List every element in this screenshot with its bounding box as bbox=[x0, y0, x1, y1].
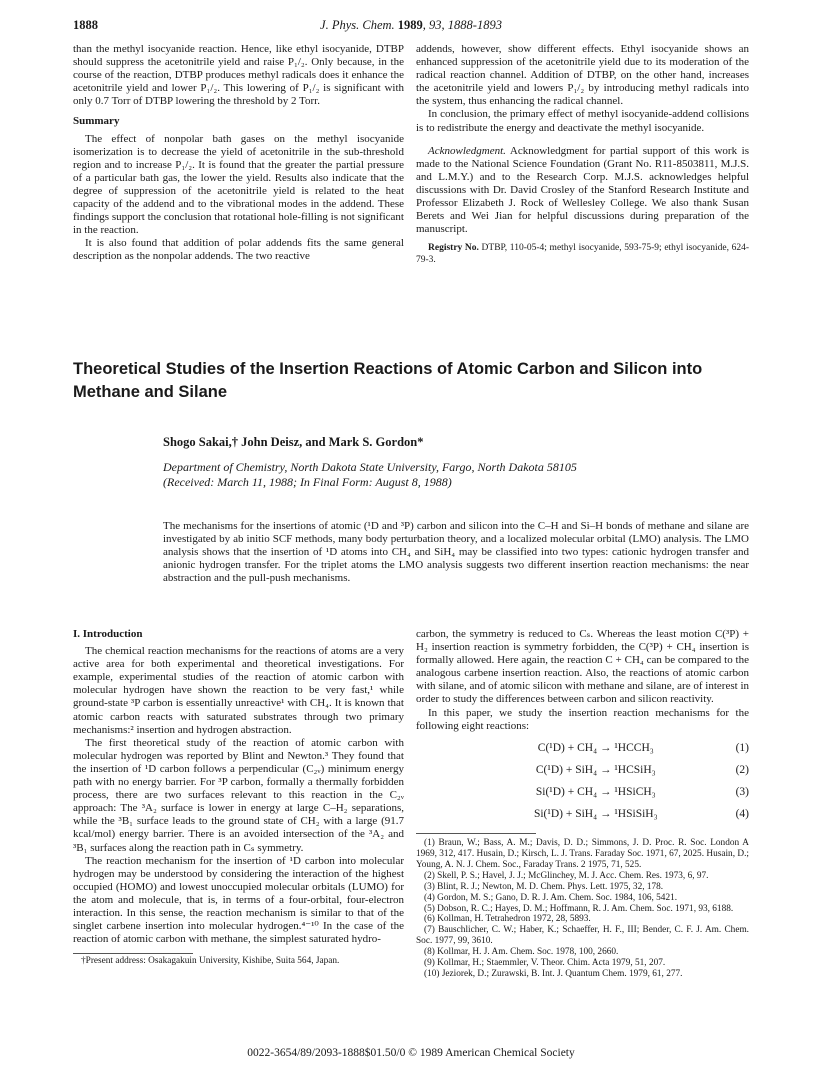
abstract: The mechanisms for the insertions of atomic (¹D and ³P) carbon and silicon into the C–H and Si–H bonds of methane and silane are investigated by ab initio SCF methods, many body perturbation theory, and a localized molecular orbital (LMO) analysis. The LMO analysis shows that the insertion of ¹D atoms into CH₄ and SiH₄ may be classified into two types: cationic hydrogen transfer and anionic hydrogen transfer. For the triplet atoms the LMO analysis suggests two different insertion reaction mechanisms: the near abstraction and the pull-push mechanisms. bbox=[163, 520, 749, 584]
equation-3 bbox=[416, 786, 749, 799]
registry-label: Registry No. bbox=[428, 243, 479, 254]
reference-item: (7) Bauschlicher, C. W.; Haber, K.; Schaeffer, H. F., III; Bender, C. F. J. Am. Chem. Soc. 1977, 99, 3610. bbox=[416, 925, 749, 947]
equation-body: C(¹D) + CH₄ → ¹HCCH₃ bbox=[537, 741, 654, 754]
reference-list bbox=[416, 838, 749, 980]
acknowledgment-label: Acknowledgment. bbox=[428, 144, 506, 157]
paragraph: In conclusion, the primary effect of methyl isocyanide-addend collisions is to redistribute the energy and deactivate the methyl isocyanide. bbox=[416, 108, 749, 134]
paragraph: addends, however, show different effects. Ethyl isocyanide shows an enhanced suppression of the acetonitrile yield due to its moderation of the radical reaction channel. Addition of DTBP, on the other hand, increases the acetonitrile yield and lowers P₁/₂ by introducing methyl radicals into the system, thus enhancing the radical channel. bbox=[416, 43, 749, 108]
equation-number: (1) bbox=[735, 741, 749, 754]
journal-citation bbox=[73, 18, 749, 33]
journal-volume-pages: , 93, 1888-1893 bbox=[422, 18, 502, 32]
article-authors: Shogo Sakai,† John Deisz, and Mark S. Gordon* bbox=[163, 435, 424, 449]
paragraph: than the methyl isocyanide reaction. Hence, like ethyl isocyanide, DTBP should suppress the acetonitrile yield and raise P₁/₂. Only because, in the course of the reaction, DTBP produces methyl radicals does it enhance the acetonitrile yield and lower P₁/₂. This lowering of P₁/₂ is significant with only 0.7 Torr of DTBP lowering the threshold by 2 Torr. bbox=[73, 43, 404, 108]
column-4-introduction bbox=[416, 628, 749, 980]
reference-item: (1) Braun, W.; Bass, A. M.; Davis, D. D.; Simmons, J. D. Proc. R. Soc. London A 1969, 312, 417. Husain, D.; Kirsch, L. J. Trans. Faraday Soc. 1971, 67, 2025. Husain, D.; Young, A. N. J. Chem. Soc., Faraday Trans. 2 1975, 71, 525. bbox=[416, 838, 749, 870]
affiliation: Department of Chemistry, North Dakota State University, Fargo, North Dakota 58105 bbox=[163, 460, 577, 474]
column-1-previous-article bbox=[73, 43, 404, 264]
equation-4 bbox=[416, 808, 749, 821]
column-2-previous-article bbox=[416, 43, 749, 266]
equation-number: (4) bbox=[735, 808, 749, 821]
equation-number: (3) bbox=[735, 785, 749, 798]
affiliation-block bbox=[163, 460, 753, 489]
article-title: Theoretical Studies of the Insertion Reactions of Atomic Carbon and Silicon into Methane and Silane bbox=[73, 360, 703, 401]
references-rule bbox=[416, 833, 536, 834]
copyright-line: 0022-3654/89/2093-1888$01.50/0 © 1989 American Chemical Society bbox=[247, 1047, 575, 1059]
paragraph: carbon, the symmetry is reduced to Cₛ. Whereas the least motion C(³P) + H₂ insertion reaction is symmetry forbidden, the C(³P) + CH₄ insertion is formally allowed. Here again, the reaction C + CH₄ can be compared to the analogous carbene insertion reaction. Also, the reactions of atomic carbon with silane, and of atomic silicon with methane and silane, are of interest in order to study the differences between carbon and silicon reactivity. bbox=[416, 628, 749, 706]
paragraph: The chemical reaction mechanisms for the reactions of atoms are a very active area for both experimental and theoretical investigations. For example, experimental studies of the reaction of atomic carbon with molecular hydrogen have shown the reaction to be very fast,¹ while ground-state ³P carbon is essentially unreactive¹ with CH₄. It is known that atomic carbon reacts with saturated substrates through two primary mechanisms:² insertion and hydrogen abstraction. bbox=[73, 645, 404, 736]
page-number: 1888 bbox=[73, 18, 98, 32]
acknowledgment-text: Acknowledgment for partial support of this work is made to the National Science Foundation (Grant No. R11-8503811, M.J.S. and L.M.Y.) and to the Research Corp. M.J.S. acknowledges helpful discussions with Dr. David Crosley of the Stanford Research Institute and Professor Elizabeth J. Rock of Wellesley College. We also thank Susan Berets and Wei Jian for helpful discussions during preparation of the manuscript. bbox=[416, 144, 749, 236]
reference-item: (3) Blint, R. J.; Newton, M. D. Chem. Phys. Lett. 1975, 32, 178. bbox=[424, 881, 664, 892]
introduction-heading: I. Introduction bbox=[73, 628, 143, 640]
equation-number: (2) bbox=[735, 763, 749, 776]
paragraph: The first theoretical study of the reaction of atomic carbon with molecular hydrogen was reported by Blint and Newton.³ They found that the insertion of ¹D carbon follows a perpendicular (C₂ᵥ) minimum energy path with no energy barrier. For ³P carbon, formally a thermally forbidden process, there are two surfaces relevant to this reaction in the C₂ᵥ approach: The ³A₂ surface is lower in energy at large C–H₂ separations, while the ³B₁ surface leads to the ground state of CH₂ with a large (91.7 kcal/mol) energy barrier. There is an avoided intersection of the ³A₂ and ³B₁ surfaces along the reaction path in Cₛ symmetry. bbox=[73, 736, 404, 854]
reference-item: (10) Jeziorek, D.; Zurawski, B. Int. J. Quantum Chem. 1979, 61, 277. bbox=[424, 969, 683, 979]
reference-item: (4) Gordon, M. S.; Gano, D. R. J. Am. Chem. Soc. 1984, 106, 5421. bbox=[424, 892, 678, 903]
reference-item: (5) Dobson, R. C.; Hayes, D. M.; Hoffmann, R. J. Am. Chem. Soc. 1971, 93, 6188. bbox=[424, 903, 734, 914]
footnote: †Present address: Osakagakuin University, Kishibe, Suita 564, Japan. bbox=[81, 956, 340, 967]
registry-numbers bbox=[416, 243, 749, 266]
paragraph: The reaction mechanism for the insertion of ¹D carbon into molecular hydrogen may be understood by considering the interaction of the highest occupied (HOMO) and lowest unoccupied molecular orbitals (LUMO) for the atom and molecule, that is, in terms of a four-orbital, four-electron interaction. In this sense, the reaction mechanism is similar to that of the singlet carbene insertion into molecular hydrogen.⁴⁻¹⁰ In the case of the reaction of atomic carbon with methane, the simplest saturated hydro- bbox=[73, 854, 404, 946]
reference-item: (9) Kollmar, H.; Staemmler, V. Theor. Chim. Acta 1979, 51, 207. bbox=[424, 958, 666, 969]
running-header bbox=[73, 18, 749, 34]
column-3-introduction bbox=[73, 628, 404, 967]
journal-year: 1989 bbox=[397, 18, 423, 32]
equation-body: C(¹D) + SiH₄ → ¹HCSiH₃ bbox=[535, 763, 656, 776]
paragraph: It is also found that addition of polar addends fits the same general description as the nonpolar addends. The two reactive bbox=[73, 237, 404, 263]
paragraph: The effect of nonpolar bath gases on the methyl isocyanide isomerization is to decrease the yield of acetonitrile in the sub-threshold region and to increase P₁/₂. It is found that the greater the partial pressure of a particular bath gas, the lower the yield. Results also indicate that the degree of suppression of the acetonitrile yield is related to the heat capacity of the addend and to the vibrational modes in the addend. These findings support the conclusion that rotational hole-filling is not significant in the reaction. bbox=[73, 132, 404, 237]
footnote-rule bbox=[73, 953, 193, 954]
equation-1 bbox=[416, 742, 749, 755]
paragraph: In this paper, we study the insertion reaction mechanisms for the following eight reactions: bbox=[416, 706, 749, 732]
journal-name: J. Phys. Chem. bbox=[320, 18, 395, 32]
equation-2 bbox=[416, 764, 749, 777]
reference-item: (8) Kollmar, H. J. Am. Chem. Soc. 1978, 100, 2660. bbox=[424, 947, 619, 958]
registry-text: DTBP, 110-05-4; methyl isocyanide, 593-75-9; ethyl isocyanide, 624-79-3. bbox=[416, 243, 749, 265]
received-dates: (Received: March 11, 1988; In Final Form: August 8, 1988) bbox=[163, 474, 452, 489]
acknowledgment bbox=[416, 145, 749, 237]
summary-heading: Summary bbox=[73, 115, 120, 128]
reference-item: (6) Kollman, H. Tetrahedron 1972, 28, 5893. bbox=[424, 914, 591, 925]
equation-body: Si(¹D) + SiH₄ → ¹HSiSiH₃ bbox=[533, 808, 658, 821]
equation-body: Si(¹D) + CH₄ → ¹HSiCH₃ bbox=[535, 785, 656, 798]
reference-item: (2) Skell, P. S.; Havel, J. J.; McGlinchey, M. J. Acc. Chem. Res. 1973, 6, 97. bbox=[424, 870, 709, 881]
